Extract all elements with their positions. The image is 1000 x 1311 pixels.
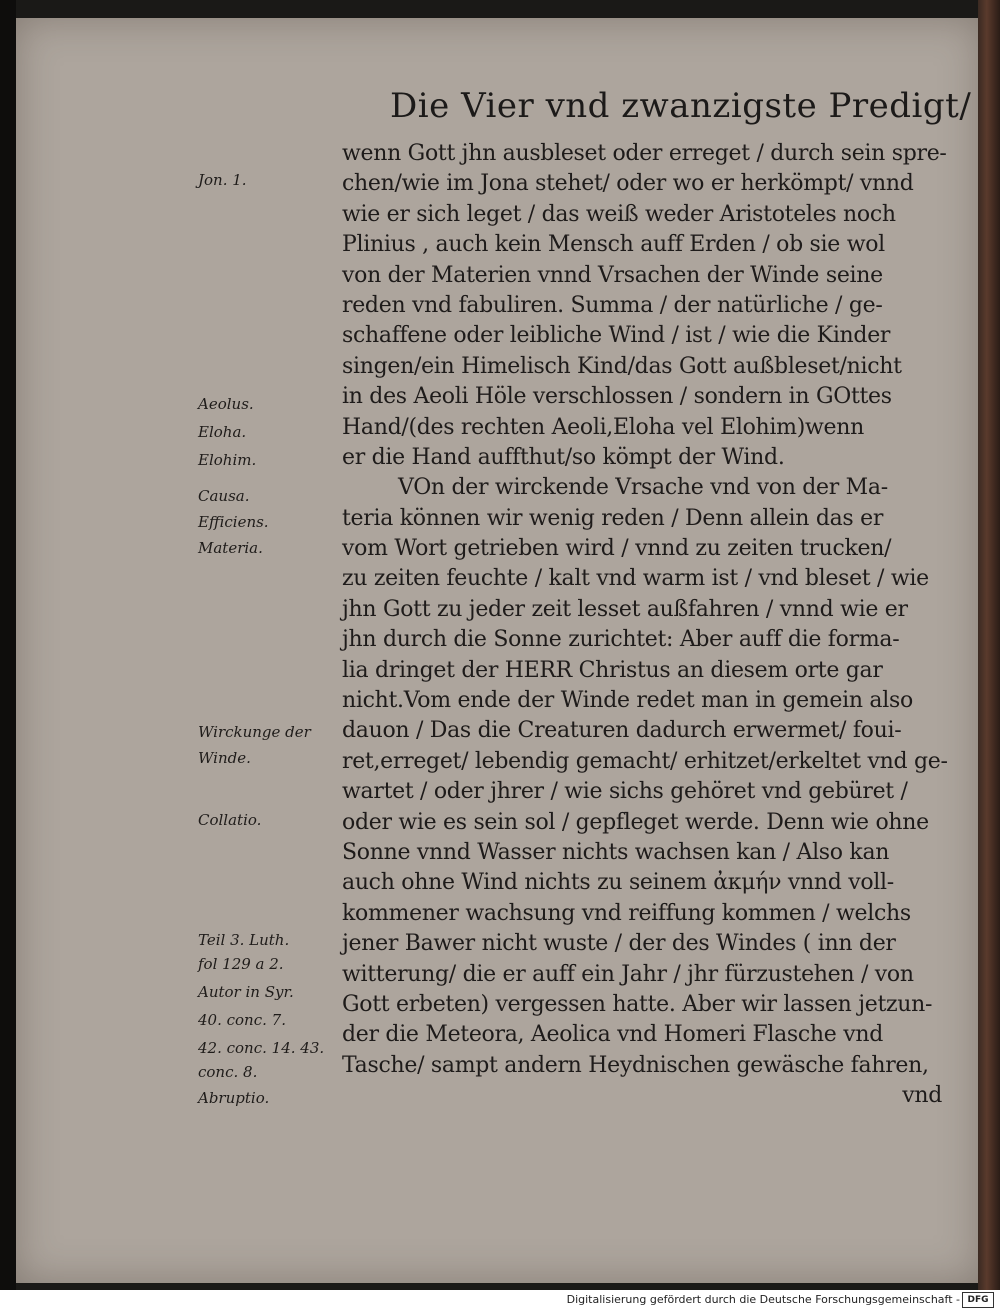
margin-note: Aeolus. (198, 395, 254, 413)
catchword: vnd (902, 1083, 942, 1109)
text-line: Gott erbeten) vergessen hatte. Aber wir lassen jetzun- (342, 991, 933, 1017)
text-line: Sonne vnnd Wasser nichts wachsen kan / Also kan (342, 839, 890, 865)
text-line: der die Meteora, Aeolica vnd Homeri Flasche vnd (342, 1022, 883, 1048)
dfg-logo: DFG (962, 1292, 994, 1308)
margin-note: Materia. (198, 539, 263, 557)
book-spine (978, 0, 1000, 1290)
text-line: ret,erreget/ lebendig gemacht/ erhitzet/erkeltet vnd ge- (342, 748, 948, 774)
margin-note: Elohim. (198, 451, 257, 469)
text-line: jener Bawer nicht wuste / der des Windes ( inn der (342, 931, 896, 957)
margin-note: Causa. (198, 487, 250, 505)
text-line: Hand/(des rechten Aeoli,Eloha vel Elohim)wenn (342, 414, 864, 440)
margin-note: 40. conc. 7. (198, 1011, 286, 1029)
text-line: wenn Gott jhn ausbleset oder erreget / durch sein spre- (342, 141, 947, 166)
text-line: vom Wort getrieben wird / vnnd zu zeiten trucken/ (342, 536, 892, 562)
text-line: jhn Gott zu jeder zeit lesset außfahren / vnnd wie er (342, 596, 908, 622)
text-line: chen/wie im Jona stehet/ oder wo er herkömpt/ vnnd (342, 171, 914, 197)
margin-note: Abruptio. (198, 1089, 270, 1107)
text-line: dauon / Das die Creaturen dadurch erwermet/ foui- (342, 718, 902, 744)
text-line: wartet / oder jhrer / wie sichs gehöret vnd gebüret / (342, 779, 908, 805)
text-line: lia dringet der HERR Christus an diesem orte gar (342, 657, 883, 683)
body-text (342, 139, 948, 1112)
text-line: zu zeiten feuchte / kalt vnd warm ist / vnd bleset / wie (342, 566, 929, 592)
margin-note: 42. conc. 14. 43. (198, 1039, 325, 1057)
text-line: VOn der wirckende Vrsache vnd von der Ma- (398, 475, 888, 501)
text-line: wie er sich leget / das weiß weder Aristoteles noch (342, 201, 896, 227)
text-line: singen/ein Himelisch Kind/das Gott außbleset/nicht (342, 353, 902, 379)
text-line: teria können wir wenig reden / Denn allein das er (342, 505, 884, 531)
margin-note: Wirckunge der (198, 723, 311, 741)
margin-note: Jon. 1. (198, 171, 247, 189)
text-line: witterung/ die er auff ein Jahr / jhr fürzustehen / von (342, 961, 914, 987)
text-line: von der Materien vnnd Vrsachen der Winde seine (342, 262, 883, 288)
text-line: auch ohne Wind nichts zu seinem ἀκμήν vnnd voll- (342, 870, 894, 896)
margin-note: conc. 8. (198, 1063, 258, 1081)
margin-note: Collatio. (198, 811, 262, 829)
text-line: nicht.Vom ende der Winde redet man in gemein also (342, 688, 913, 714)
footer-bar (0, 1290, 1000, 1311)
text-line: oder wie es sein sol / gepfleget werde. Denn wie ohne (342, 809, 929, 835)
text-line: jhn durch die Sonne zurichtet: Aber auff die forma- (342, 627, 900, 653)
text-line: schaffene oder leibliche Wind / ist / wie die Kinder (342, 323, 891, 349)
margin-note: fol 129 a 2. (198, 955, 284, 973)
margin-note: Autor in Syr. (198, 983, 294, 1001)
text-line: Plinius , auch kein Mensch auff Erden / ob sie wol (342, 232, 885, 258)
scan-edge (0, 0, 16, 1290)
margin-note: Eloha. (198, 423, 247, 441)
text-line: reden vnd fabuliren. Summa / der natürliche / ge- (342, 292, 883, 318)
text-line: kommener wachsung vnd reiffung kommen / welchs (342, 900, 911, 926)
text-line: in des Aeoli Höle verschlossen / sondern in GOttes (342, 384, 892, 410)
text-line: er die Hand auffthut/so kömpt der Wind. (342, 444, 785, 470)
text-line: Tasche/ sampt andern Heydnischen gewäsche fahren, (342, 1052, 929, 1078)
margin-note: Winde. (198, 749, 251, 767)
margin-note: Efficiens. (198, 513, 269, 531)
running-header: Die Vier vnd zwanzigste Predigt/ (390, 86, 972, 126)
margin-note: Teil 3. Luth. (198, 931, 290, 949)
footer-credit: Digitalisierung gefördert durch die Deutsche Forschungsgemeinschaft - (566, 1293, 960, 1306)
